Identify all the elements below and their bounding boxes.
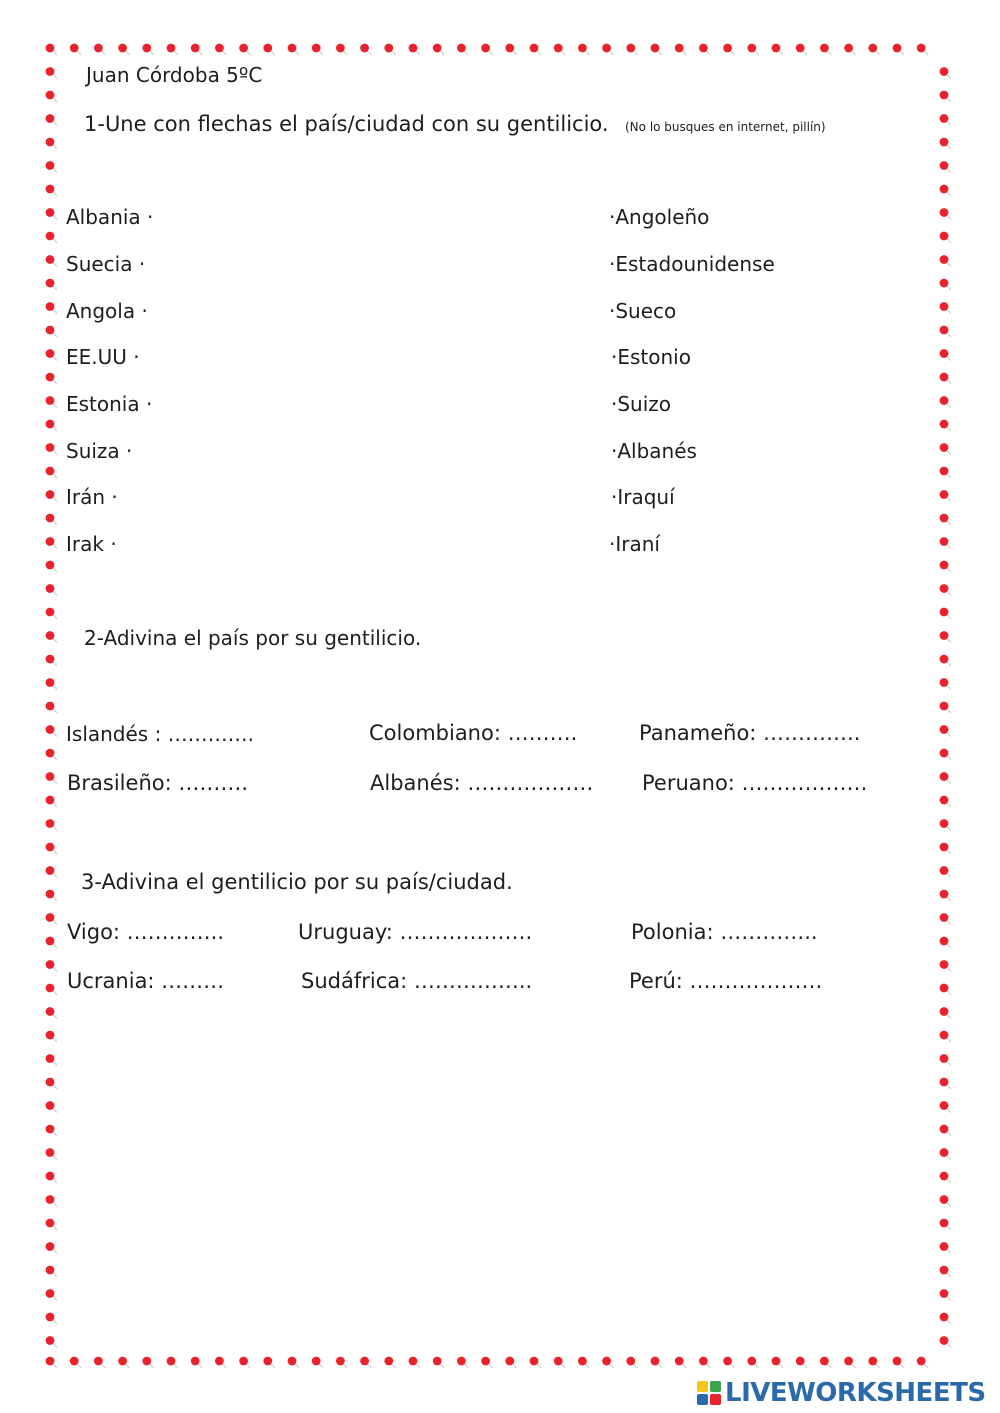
student-name: Juan Córdoba 5ºC: [86, 63, 263, 87]
quiz-item: Albanés: ………………: [370, 771, 594, 795]
logo-block: [697, 1381, 708, 1392]
country-item: Albania ·: [66, 205, 154, 229]
quiz-item: Uruguay: ……………….: [298, 920, 533, 944]
demonym-item: ·Iraquí: [611, 485, 675, 509]
logo-blocks-icon: [697, 1381, 721, 1405]
quiz-item: Islandés : ………….: [66, 722, 255, 746]
section2-title: 2-Adivina el país por su gentilicio.: [84, 626, 422, 650]
country-item: Suecia ·: [66, 252, 146, 276]
section1-title: 1-Une con flechas el país/ciudad con su gentilicio.: [84, 112, 609, 136]
demonym-item: ·Suizo: [611, 392, 672, 416]
section3-title: 3-Adivina el gentilicio por su país/ciudad.: [81, 870, 513, 894]
quiz-item: Brasileño: ……….: [67, 771, 249, 795]
quiz-item: Ucrania: ………: [67, 969, 225, 993]
logo-text: LIVEWORKSHEETS: [725, 1378, 986, 1408]
quiz-item: Perú: ……………….: [629, 969, 823, 993]
logo-block: [710, 1394, 721, 1405]
country-item: Irak ·: [66, 532, 117, 556]
demonym-item: ·Iraní: [609, 532, 660, 556]
quiz-item: Colombiano: ……….: [369, 721, 578, 745]
demonym-item: ·Angoleño: [609, 205, 710, 229]
demonym-item: ·Sueco: [609, 299, 677, 323]
section1-note: (No lo busques en internet, pillín): [625, 120, 826, 134]
quiz-item: Sudáfrica: ……………..: [301, 969, 533, 993]
quiz-item: Vigo: …………..: [67, 920, 225, 944]
quiz-item: Panameño: …………..: [639, 721, 861, 745]
country-item: Irán ·: [66, 485, 118, 509]
demonym-item: ·Estadounidense: [609, 252, 775, 276]
logo-block: [697, 1394, 708, 1405]
country-item: Suiza ·: [66, 439, 133, 463]
country-item: EE.UU ·: [66, 345, 140, 369]
country-item: Angola ·: [66, 299, 148, 323]
demonym-item: ·Albanés: [611, 439, 697, 463]
quiz-item: Peruano: ………………: [642, 771, 868, 795]
logo-block: [710, 1381, 721, 1392]
demonym-item: ·Estonio: [611, 345, 691, 369]
quiz-item: Polonia: …………..: [631, 920, 818, 944]
country-item: Estonia ·: [66, 392, 153, 416]
